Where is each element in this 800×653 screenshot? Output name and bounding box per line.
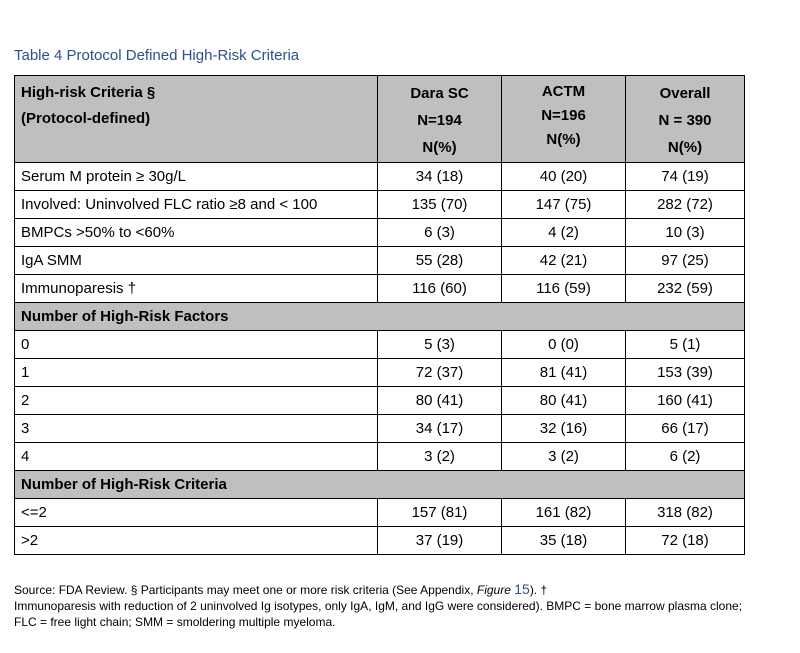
- row-label: 0: [15, 331, 378, 359]
- cell-overall: 97 (25): [626, 247, 745, 275]
- cell-actm: 147 (75): [502, 191, 626, 219]
- cell-overall: 6 (2): [626, 443, 745, 471]
- cell-overall: 10 (3): [626, 219, 745, 247]
- table-row: [15, 415, 745, 443]
- cell-actm: 161 (82): [502, 499, 626, 527]
- cell-overall: 282 (72): [626, 191, 745, 219]
- table-row: [15, 163, 745, 191]
- table-footnote: [14, 581, 754, 630]
- row-label: BMPCs >50% to <60%: [15, 219, 378, 247]
- cell-overall: 153 (39): [626, 359, 745, 387]
- table-row: [15, 527, 745, 555]
- cell-overall: 66 (17): [626, 415, 745, 443]
- cell-actm: 42 (21): [502, 247, 626, 275]
- footnote-dagger: ). †: [529, 583, 548, 597]
- cell-dara: 37 (19): [378, 527, 502, 555]
- table-row: [15, 331, 745, 359]
- cell-actm: 81 (41): [502, 359, 626, 387]
- row-label: Involved: Uninvolved FLC ratio ≥8 and < 100: [15, 191, 378, 219]
- row-label: 1: [15, 359, 378, 387]
- cell-actm: 4 (2): [502, 219, 626, 247]
- cell-actm: 0 (0): [502, 331, 626, 359]
- row-label: <=2: [15, 499, 378, 527]
- section-row-factors: [15, 303, 745, 331]
- row-label: Immunoparesis †: [15, 275, 378, 303]
- table-row: [15, 387, 745, 415]
- high-risk-criteria-table: [14, 75, 745, 555]
- cell-dara: 55 (28): [378, 247, 502, 275]
- footnote-definitions: Immunoparesis with reduction of 2 uninvolved Ig isotypes, only IgA, IgM, and IgG were considered). BMPC = bone marrow plasma clone; FLC = free light chain; SMM = smoldering multiple myeloma.: [14, 599, 743, 629]
- cell-actm: 32 (16): [502, 415, 626, 443]
- cell-overall: 74 (19): [626, 163, 745, 191]
- row-label: 2: [15, 387, 378, 415]
- header-overall: Overall N = 390 N(%): [626, 76, 745, 163]
- cell-actm: 3 (2): [502, 443, 626, 471]
- row-label: 4: [15, 443, 378, 471]
- cell-actm: 116 (59): [502, 275, 626, 303]
- cell-dara: 34 (17): [378, 415, 502, 443]
- cell-overall: 160 (41): [626, 387, 745, 415]
- table-row: [15, 219, 745, 247]
- section-title: Number of High-Risk Criteria: [15, 471, 745, 499]
- cell-dara: 157 (81): [378, 499, 502, 527]
- table-row: [15, 191, 745, 219]
- header-dara-sc: Dara SC N=194 N(%): [378, 76, 502, 163]
- cell-actm: 40 (20): [502, 163, 626, 191]
- table-row: [15, 359, 745, 387]
- cell-dara: 3 (2): [378, 443, 502, 471]
- section-title: Number of High-Risk Factors: [15, 303, 745, 331]
- cell-overall: 318 (82): [626, 499, 745, 527]
- cell-dara: 72 (37): [378, 359, 502, 387]
- table-row: [15, 499, 745, 527]
- cell-overall: 232 (59): [626, 275, 745, 303]
- table-header-row: [15, 76, 745, 163]
- table-row: [15, 247, 745, 275]
- table-row: [15, 443, 745, 471]
- row-label: >2: [15, 527, 378, 555]
- cell-actm: 80 (41): [502, 387, 626, 415]
- cell-dara: 116 (60): [378, 275, 502, 303]
- cell-overall: 5 (1): [626, 331, 745, 359]
- table-row: [15, 275, 745, 303]
- cell-actm: 35 (18): [502, 527, 626, 555]
- footnote-figure-word: Figure: [476, 583, 511, 597]
- row-label: 3: [15, 415, 378, 443]
- footnote-figure-link[interactable]: 15: [514, 581, 530, 597]
- footnote-source: Source: FDA Review. § Participants may meet one or more risk criteria (See Appendix,: [14, 583, 477, 597]
- row-label: Serum M protein ≥ 30g/L: [15, 163, 378, 191]
- header-actm: ACTM N=196 N(%): [502, 76, 626, 163]
- cell-dara: 5 (3): [378, 331, 502, 359]
- cell-dara: 80 (41): [378, 387, 502, 415]
- table-caption: Table 4 Protocol Defined High-Risk Criteria: [14, 47, 300, 64]
- cell-dara: 135 (70): [378, 191, 502, 219]
- section-row-criteria: [15, 471, 745, 499]
- row-label: IgA SMM: [15, 247, 378, 275]
- header-criteria: High-risk Criteria § (Protocol-defined): [15, 76, 378, 163]
- cell-dara: 34 (18): [378, 163, 502, 191]
- cell-dara: 6 (3): [378, 219, 502, 247]
- cell-overall: 72 (18): [626, 527, 745, 555]
